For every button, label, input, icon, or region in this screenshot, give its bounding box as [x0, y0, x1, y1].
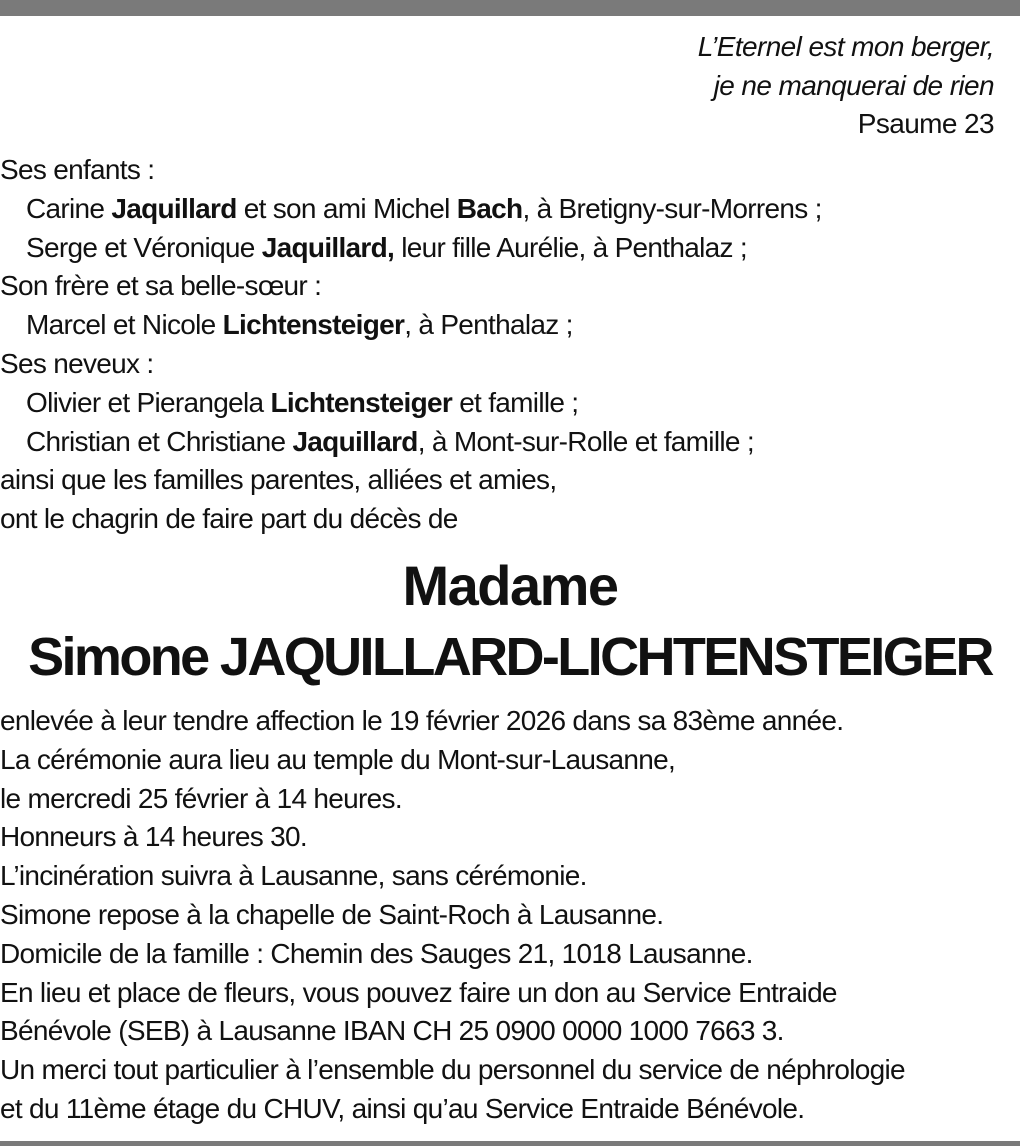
verse-line-2: je ne manquerai de rien: [713, 69, 994, 101]
member-text: Carine: [26, 192, 112, 224]
member-text: et son ami Michel: [236, 192, 457, 224]
detail-line: Honneurs à 14 heures 30.: [0, 821, 307, 853]
deceased-honorific: Madame: [402, 554, 618, 617]
bible-verse: [698, 28, 994, 144]
family-member-line: [0, 190, 1020, 229]
member-surname: Lichtensteiger: [222, 309, 405, 341]
family-member-line: [0, 384, 1020, 423]
member-text: Marcel et Nicole: [26, 309, 223, 341]
detail-line: L’incinération suivra à Lausanne, sans cérémonie.: [0, 860, 587, 892]
closing-line: ainsi que les familles parentes, alliées et amies,: [0, 464, 557, 496]
member-surname: Bach: [456, 192, 523, 224]
detail-line: La cérémonie aura lieu au temple du Mont-sur-Lausanne,: [0, 743, 676, 775]
verse-reference: Psaume 23: [857, 108, 994, 139]
family-member-line: [0, 229, 1020, 268]
detail-line: Domicile de la famille : Chemin des Sauges 21, 1018 Lausanne.: [0, 937, 753, 969]
ceremony-details: [0, 702, 1020, 1129]
member-text: leur fille Aurélie, à Penthalaz ;: [394, 231, 747, 263]
member-surname: Lichtensteiger: [270, 386, 453, 418]
detail-line: et du 11ème étage du CHUV, ainsi qu’au Service Entraide Bénévole.: [0, 1092, 805, 1124]
closing-line: ont le chagrin de faire part du décès de: [0, 503, 458, 535]
sibling-heading: Son frère et sa belle-sœur :: [0, 270, 322, 302]
member-surname: Jaquillard: [292, 425, 418, 457]
member-text: , à Mont-sur-Rolle et famille ;: [417, 425, 754, 457]
detail-line: enlevée à leur tendre affection le 19 février 2026 dans sa 83ème année.: [0, 705, 844, 736]
member-surname: Jaquillard: [111, 192, 237, 224]
nephews-heading: Ses neveux :: [0, 347, 154, 379]
deceased-name: Simone JAQUILLARD-LICHTENSTEIGER: [28, 627, 992, 687]
detail-line: Bénévole (SEB) à Lausanne IBAN CH 25 0900 0000 1000 7663 3.: [0, 1015, 784, 1047]
member-text: , à Penthalaz ;: [404, 309, 573, 341]
bottom-border-rule: [0, 1141, 1020, 1146]
detail-line: le mercredi 25 février à 14 heures.: [0, 782, 402, 814]
member-text: et famille ;: [452, 386, 579, 418]
family-member-line: [0, 423, 1020, 462]
member-text: Olivier et Pierangela: [26, 386, 271, 418]
detail-line: Un merci tout particulier à l’ensemble du personnel du service de néphrologie: [0, 1054, 905, 1086]
verse-line-1: L’Eternel est mon berger,: [697, 31, 994, 62]
member-text: Serge et Véronique: [26, 231, 262, 263]
detail-line: En lieu et place de fleurs, vous pouvez faire un don au Service Entraide: [0, 976, 837, 1008]
family-member-line: [0, 306, 1020, 345]
member-surname: Jaquillard,: [261, 231, 395, 263]
member-text: Christian et Christiane: [26, 425, 293, 457]
detail-line: Simone repose à la chapelle de Saint-Roch à Lausanne.: [0, 898, 664, 930]
member-text: , à Bretigny-sur-Morrens ;: [522, 192, 822, 224]
children-heading: Ses enfants :: [0, 154, 155, 185]
family-announcement: [0, 151, 1020, 539]
top-border-rule: [0, 0, 1020, 16]
